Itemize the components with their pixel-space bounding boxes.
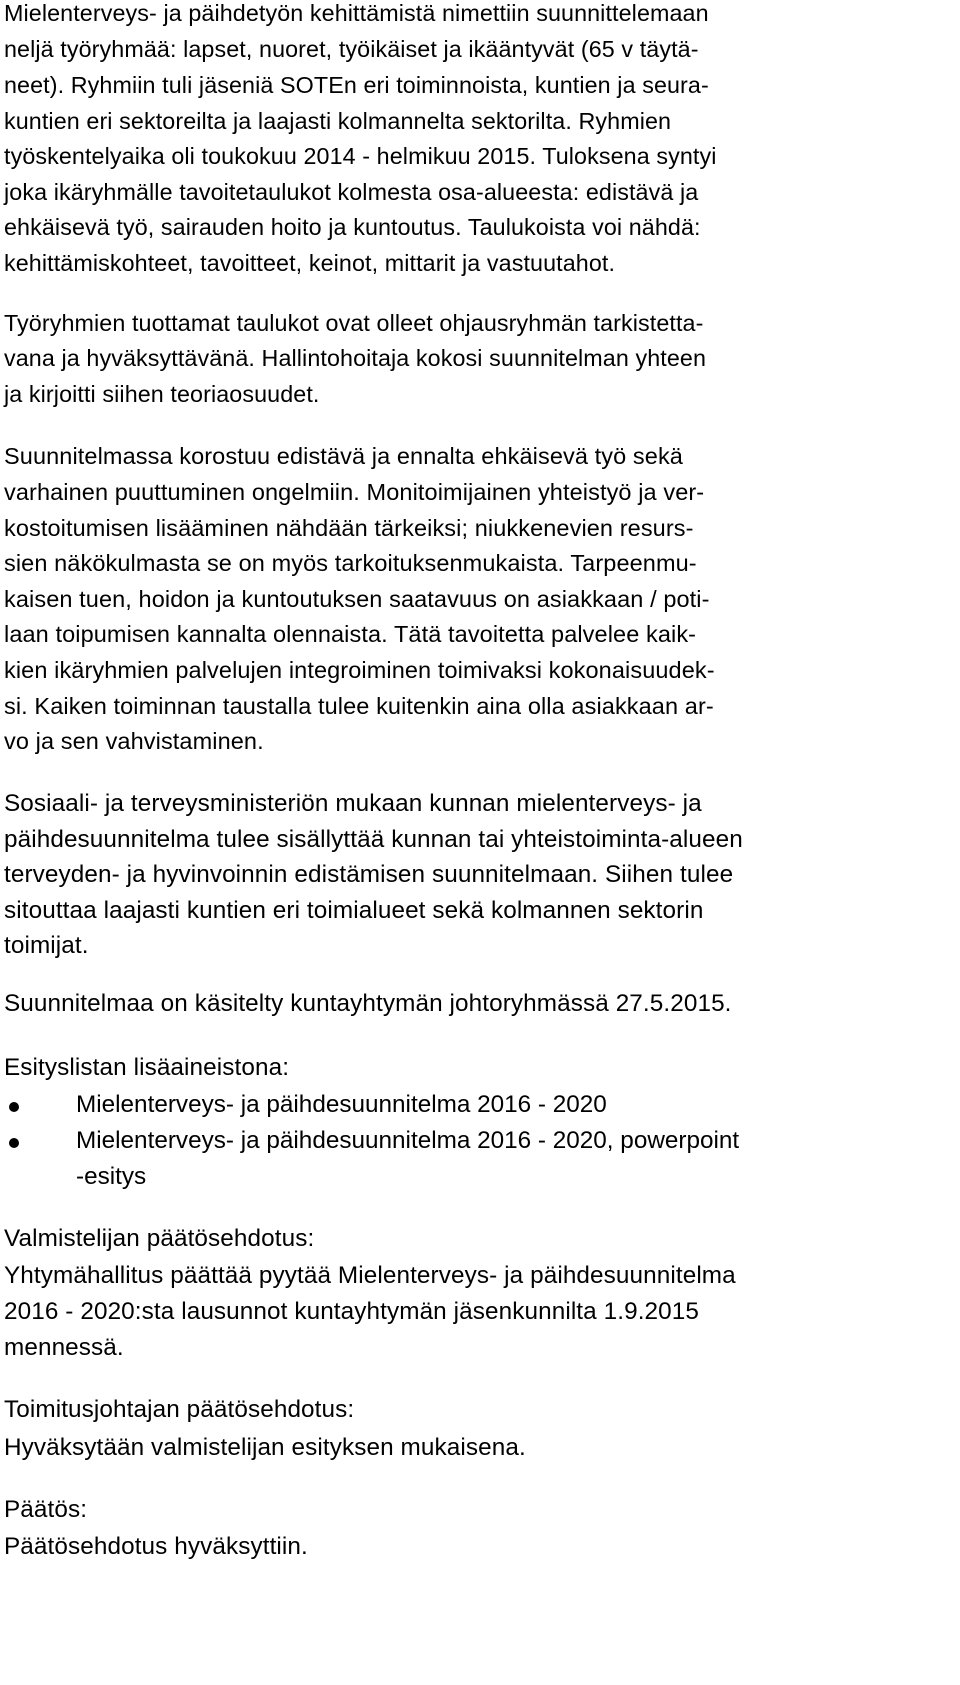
bullet-icon (9, 1138, 19, 1148)
text-line: mennessä. (4, 1334, 124, 1361)
text-line: vana ja hyväksyttävänä. Hallintohoitaja kokosi suunnitelman yhteen (4, 345, 707, 371)
attachments-heading: Esityslistan lisäaineistona: (4, 1054, 290, 1081)
text-line: kien ikäryhmien palvelujen integroiminen toimivaksi kokonaisuudek- (4, 657, 715, 683)
text-line: kuntien eri sektoreilta ja laajasti kolmannelta sektorilta. Ryhmien (4, 108, 672, 134)
text-line: päihdesuunnitelma tulee sisällyttää kunnan tai yhteistoiminta-alueen (4, 826, 743, 853)
text-line: terveyden- ja hyvinvoinnin edistämisen suunnitelmaan. Siihen tulee (4, 861, 734, 888)
text-line: laan toipumisen kannalta olennaista. Tätä tavoitetta palvelee kaik- (4, 621, 697, 647)
text-line: Yhtymähallitus päättää pyytää Mielenterveys- ja päihdesuunnitelma (4, 1262, 736, 1289)
text-line: neet). Ryhmiin tuli jäseniä SOTEn eri toiminnoista, kuntien ja seura- (4, 72, 709, 98)
list-item-text[interactable]: Mielenterveys- ja päihdesuunnitelma 2016 - 2020, powerpoint (76, 1127, 740, 1154)
text-line: Sosiaali- ja terveysministeriön mukaan kunnan mielenterveys- ja (4, 790, 702, 817)
text-line: kehittämiskohteet, tavoitteet, keinot, mittarit ja vastuutahot. (4, 250, 616, 276)
text-line: Suunnitelmassa korostuu edistävä ja ennalta ehkäisevä työ sekä (4, 443, 683, 469)
text-line: Mielenterveys- ja päihdetyön kehittämistä nimettiin suunnittelemaan (4, 0, 709, 26)
section-heading: Toimitusjohtajan päätösehdotus: (4, 1396, 355, 1423)
section-heading: Valmistelijan päätösehdotus: (4, 1225, 315, 1252)
text-line: 2016 - 2020:sta lausunnot kuntayhtymän jäsenkunnilta 1.9.2015 (4, 1298, 700, 1325)
text-line: työskentelyaika oli toukokuu 2014 - helmikuu 2015. Tuloksena syntyi (4, 143, 717, 169)
text-line: si. Kaiken toiminnan taustalla tulee kuitenkin aina olla asiakkaan ar- (4, 693, 714, 719)
text-line: kostoitumisen lisääminen nähdään tärkeiksi; niukkenevien resurs- (4, 515, 694, 541)
text-line: ehkäisevä työ, sairauden hoito ja kuntoutus. Taulukoista voi nähdä: (4, 214, 701, 240)
text-line: kaisen tuen, hoidon ja kuntoutuksen saatavuus on asiakkaan / poti- (4, 586, 710, 612)
section-heading: Päätös: (4, 1496, 88, 1523)
list-item-text[interactable]: Mielenterveys- ja päihdesuunnitelma 2016 - 2020 (76, 1091, 607, 1118)
text-line: vo ja sen vahvistaminen. (4, 728, 264, 754)
text-line: joka ikäryhmälle tavoitetaulukot kolmesta osa-alueesta: edistävä ja (4, 179, 699, 205)
text-line: Hyväksytään valmistelijan esityksen mukaisena. (4, 1434, 526, 1461)
text-line: ja kirjoitti siihen teoriaosuudet. (4, 381, 320, 407)
text-line: neljä työryhmää: lapset, nuoret, työikäiset ja ikääntyvät (65 v täytä- (4, 36, 699, 62)
text-line: Työryhmien tuottamat taulukot ovat olleet ohjausryhmän tarkistetta- (4, 310, 704, 336)
bullet-icon (9, 1102, 19, 1112)
text-line: Päätösehdotus hyväksyttiin. (4, 1533, 308, 1560)
list-item-text[interactable]: -esitys (76, 1163, 147, 1190)
text-line: sitouttaa laajasti kuntien eri toimialueet sekä kolmannen sektorin (4, 897, 704, 924)
text-line: varhainen puuttuminen ongelmiin. Monitoimijainen yhteistyö ja ver- (4, 479, 705, 505)
text-line: toimijat. (4, 932, 89, 959)
text-line: Suunnitelmaa on käsitelty kuntayhtymän johtoryhmässä 27.5.2015. (4, 990, 732, 1017)
text-line: sien näkökulmasta se on myös tarkoituksenmukaista. Tarpeenmu- (4, 550, 697, 576)
